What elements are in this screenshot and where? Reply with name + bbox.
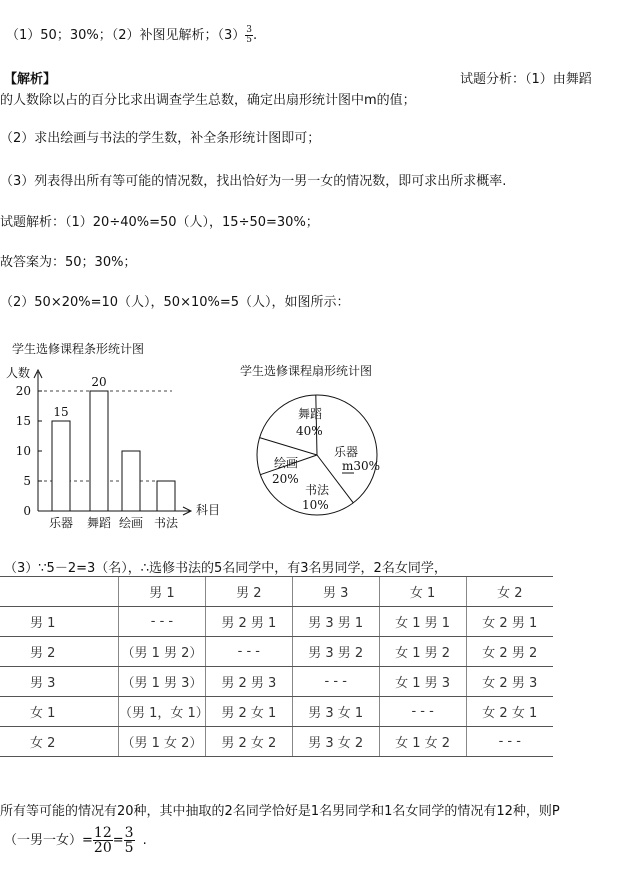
table-row: [0, 727, 553, 757]
table-cell: 女 2: [0, 727, 119, 757]
bar-chart-y-tick-label: 15: [15, 414, 31, 428]
table-cell: 女 2 男 3: [466, 667, 553, 697]
pie-slice-name: 绘画: [274, 456, 299, 470]
bar-4: [157, 481, 175, 511]
table-cell: [0, 577, 119, 607]
bar-chart-category-label: 绘画: [118, 516, 144, 530]
pie-slice-percent: 10%: [302, 498, 329, 512]
table-cell: - - -: [119, 607, 206, 637]
table-cell: 男 2 女 1: [205, 697, 292, 727]
table-cell: 男 3 男 2: [292, 637, 379, 667]
bar-chart-title: 学生选修课程条形统计图: [12, 342, 145, 356]
table-cell: （男 1 男 2）: [119, 637, 206, 667]
table-cell: - - -: [466, 727, 553, 757]
bar-chart-category-label: 舞蹈: [86, 516, 112, 530]
table-row: [0, 697, 553, 727]
table-cell: 男 2: [0, 637, 119, 667]
table-cell: 女 1 女 2: [379, 727, 466, 757]
pie-slice-percent: 20%: [272, 472, 299, 486]
table-cell: 男 3: [0, 667, 119, 697]
table-cell: 女 1 男 1: [379, 607, 466, 637]
pie-chart: [250, 390, 390, 520]
table-cell: 女 2 男 2: [466, 637, 553, 667]
table-cell: 女 1: [379, 577, 466, 607]
pie-chart-title: 学生选修课程扇形统计图: [240, 364, 373, 378]
table-cell: 男 1: [0, 607, 119, 637]
answer-line: （1）50；30%；（2）补图见解析；（3） $\frac{3}{5}$ .: [6, 25, 258, 45]
bar-chart-y-tick-label: 5: [23, 474, 31, 488]
conclusion-fraction-1: $\frac{12}{20}$: [93, 825, 112, 856]
bar-chart: [0, 336, 240, 536]
table-row: [0, 607, 553, 637]
table-row: [0, 637, 553, 667]
bar-3: [122, 451, 140, 511]
bar-chart-category-label: 乐器: [48, 516, 74, 530]
conclusion-line-2: （一男一女）= $\frac{12}{20}$ = $\frac{3}{5}$ .: [4, 825, 147, 856]
table-cell: 男 2 女 2: [205, 727, 292, 757]
bar-2: [90, 391, 108, 511]
table-cell: 男 3 女 1: [292, 697, 379, 727]
bar-chart-y-tick-label: 20: [15, 384, 31, 398]
pie-slice-name: 舞蹈: [298, 407, 323, 421]
conclusion-fraction-2: $\frac{3}{5}$: [124, 825, 134, 856]
bar-chart-ylabel: 人数: [6, 366, 31, 380]
table-cell: 男 2: [205, 577, 292, 607]
table-cell: 男 2 男 1: [205, 607, 292, 637]
table-cell: 男 3 女 2: [292, 727, 379, 757]
outcome-table: [0, 576, 553, 757]
table-cell: （男 1 男 3）: [119, 667, 206, 697]
bar-data-label: 15: [53, 405, 69, 419]
bar-chart-xlabel: 科目: [196, 503, 221, 517]
table-cell: 女 2: [466, 577, 553, 607]
table-cell: 男 3: [292, 577, 379, 607]
table-cell: 女 1: [0, 697, 119, 727]
analysis-label: 【解析】: [4, 72, 57, 87]
pie-slice-percent: 40%: [296, 424, 323, 438]
table-header-row: [0, 577, 553, 607]
part3-intro: （3）∵5－2=3（名），∴选修书法的5名同学中，有3名男同学，2名女同学，: [4, 561, 447, 576]
table-cell: 女 2 男 1: [466, 607, 553, 637]
bar-chart-category-label: 书法: [153, 516, 179, 530]
bar-chart-y-tick-label: 0: [23, 504, 31, 518]
bar-1: [52, 421, 70, 511]
solution-line-1: 试题解析：（1）20÷40%=50（人），15÷50=30%；: [0, 215, 319, 230]
answer-fraction: $\frac{3}{5}$: [246, 25, 252, 45]
table-row: [0, 667, 553, 697]
table-cell: 女 1 男 3: [379, 667, 466, 697]
solution-line-2: 故答案为：50；30%；: [0, 255, 137, 270]
table-cell: 男 3 男 1: [292, 607, 379, 637]
table-cell: 男 2 男 3: [205, 667, 292, 697]
pie-slice-name: 书法: [305, 483, 330, 497]
pie-slice-name: 乐器: [334, 445, 359, 459]
table-cell: 女 1 男 2: [379, 637, 466, 667]
analysis-line-3: （3）列表得出所有等可能的情况数，找出恰好为一男一女的情况数，即可求出所求概率.: [0, 174, 507, 189]
answer-text: （1）50；30%；（2）补图见解析；（3）: [6, 28, 246, 43]
table-cell: 女 2 女 1: [466, 697, 553, 727]
table-cell: （男 1 女 2）: [119, 727, 206, 757]
pie-slice-percent: m30%: [342, 459, 381, 473]
solution-line-3: （2）50×20%=10（人），50×10%=5（人），如图所示：: [0, 295, 350, 310]
table-cell: 男 1: [119, 577, 206, 607]
bar-data-label: 20: [91, 375, 107, 389]
analysis-intro: 试题分析：（1）由舞蹈: [460, 72, 592, 87]
analysis-line-1: 的人数除以占的百分比求出调查学生总数，确定出扇形统计图中m的值；: [0, 93, 416, 108]
bar-chart-y-tick-label: 10: [15, 444, 31, 458]
table-cell: - - -: [205, 637, 292, 667]
table-cell: - - -: [379, 697, 466, 727]
analysis-line-2: （2）求出绘画与书法的学生数，补全条形统计图即可；: [0, 131, 321, 146]
table-cell: （男 1，女 1）: [119, 697, 206, 727]
table-cell: - - -: [292, 667, 379, 697]
conclusion-probability-label: （一男一女）=: [4, 833, 93, 848]
conclusion-line-1: 所有等可能的情况有20种，其中抽取的2名同学恰好是1名男同学和1名女同学的情况有12种，则P: [0, 804, 560, 819]
